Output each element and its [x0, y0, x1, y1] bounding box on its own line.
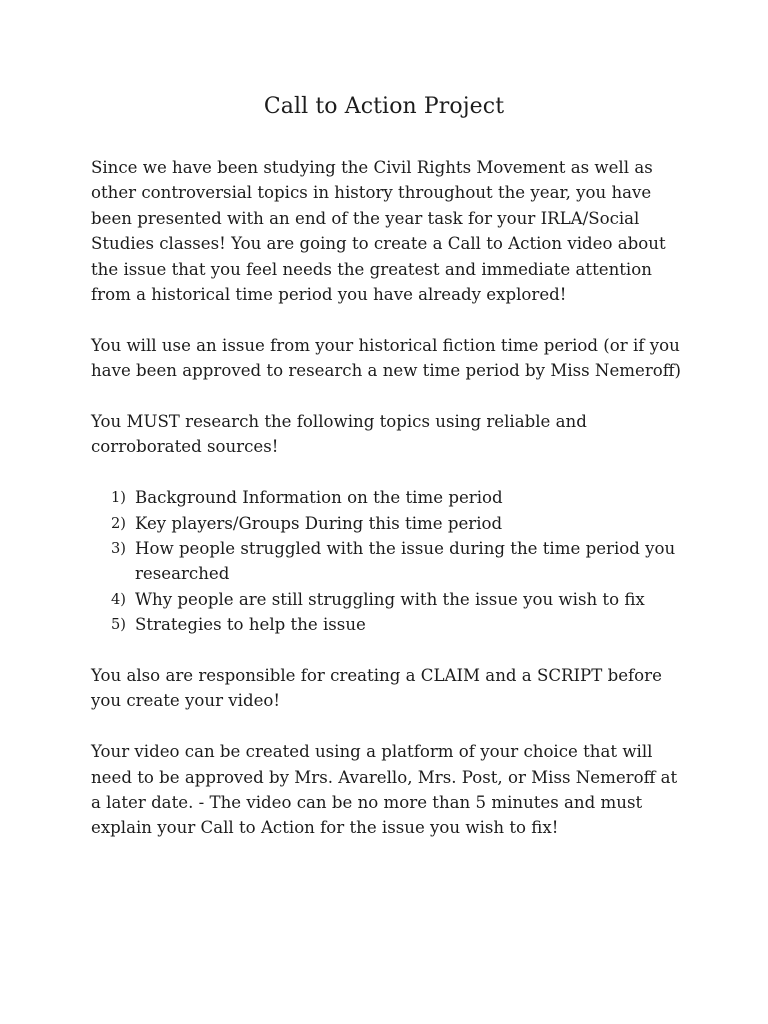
paragraph-spacer: [91, 307, 691, 332]
research-paragraph: You MUST research the following topics using reliable and corroborated sources!: [91, 412, 587, 457]
list-item-number: 5): [111, 616, 126, 634]
list-item: [91, 485, 691, 510]
list-item: [91, 511, 691, 536]
list-item-text: Key players/Groups During this time period: [135, 513, 503, 533]
intro-paragraph: Since we have been studying the Civil Rights Movement as well as other controversial topics in history throughout the year, you have been presented with an end of the year task for your IRLA/Social Studies classes! You are going to create a Call to Action video about the issue that you feel needs the greatest and immediate attention from a historical time period you have already explored!: [91, 158, 666, 305]
list-item-number: 2): [111, 514, 126, 532]
list-item-number: 1): [111, 489, 126, 507]
list-item-text: Strategies to help the issue: [135, 615, 366, 635]
paragraph-spacer: [91, 714, 691, 739]
research-topics-list: [91, 485, 691, 637]
paragraph-spacer: [91, 638, 691, 663]
list-item-number: 3): [111, 540, 126, 558]
paragraph-spacer: [91, 384, 691, 409]
issue-paragraph: You will use an issue from your historical fiction time period (or if you have been approved to research a new time period by Miss Nemeroff): [91, 335, 682, 381]
document-body: [91, 155, 691, 841]
list-item: [91, 612, 691, 637]
claim-paragraph: You also are responsible for creating a CLAIM and a SCRIPT before you create your video!: [91, 666, 662, 711]
list-item-text: Background Information on the time period: [135, 488, 503, 508]
list-item-text: How people struggled with the issue during the time period you researched: [135, 539, 676, 584]
paragraph-spacer: [91, 460, 691, 485]
list-item-number: 4): [111, 590, 126, 608]
list-item-text: Why people are still struggling with the issue you wish to fix: [135, 589, 645, 609]
document-title: Call to Action Project: [263, 94, 505, 119]
video-paragraph: Your video can be created using a platform of your choice that will need to be approved by Mrs. Avarello, Mrs. Post, or Miss Nemeroff at a later date. - The video can be no more than 5 minutes and must explain your Call to Action for the issue you wish to fix!: [91, 742, 678, 838]
list-item: [91, 587, 691, 612]
list-item: [91, 536, 691, 587]
